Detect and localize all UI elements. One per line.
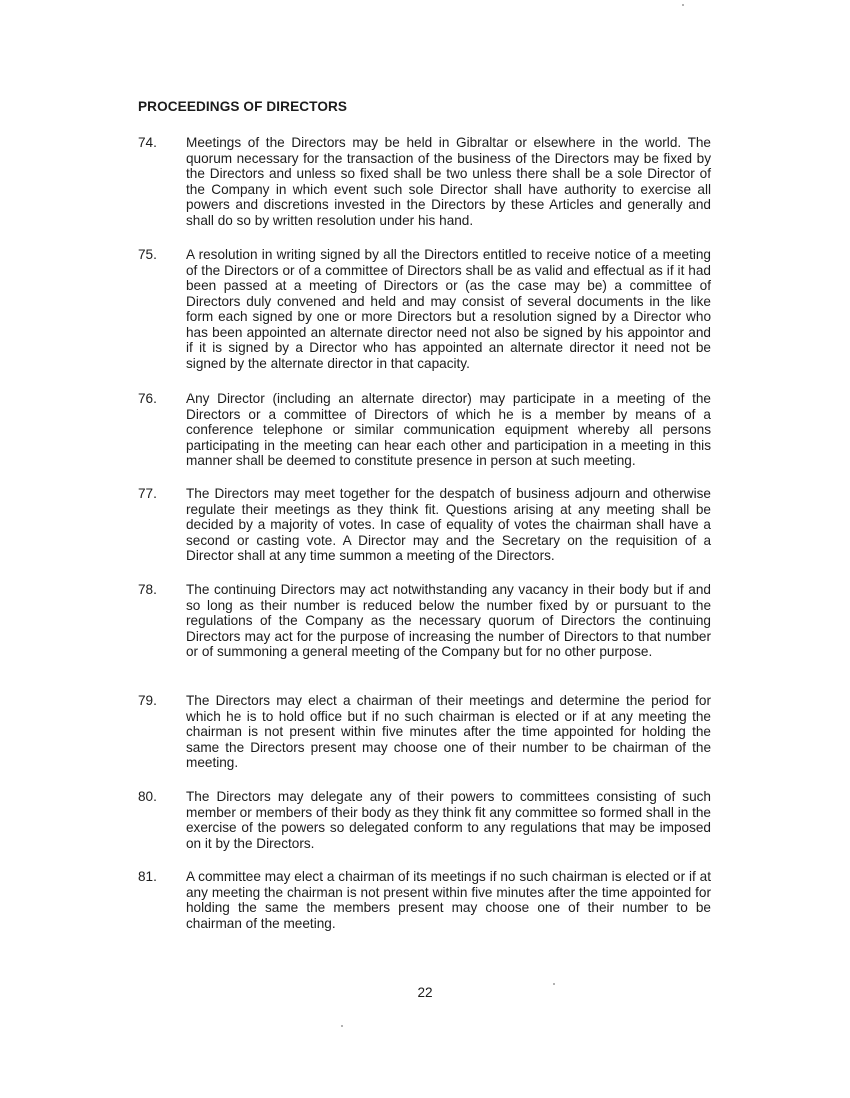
section-heading: PROCEEDINGS OF DIRECTORS bbox=[138, 99, 348, 114]
scan-speck bbox=[682, 4, 684, 6]
scan-speck bbox=[341, 1025, 343, 1027]
clause-text: The Directors may elect a chairman of their meetings and determine the period for which he is to hold office but if no such chairman is elected or if at any meeting the chairman is not present within five minutes after the time appointed for holding the same the Directors present may choose one of their number to be chairman of the meeting. bbox=[186, 693, 711, 770]
clause-77 bbox=[138, 486, 711, 564]
clause-text: The Directors may delegate any of their powers to committees consisting of such member or members of their body as they think fit any committee so formed shall in the exercise of the powers so delegated conform to any regulations that may be imposed on it by the Directors. bbox=[186, 789, 711, 851]
clause-text: The Directors may meet together for the despatch of business adjourn and otherwise regulate their meetings as they think fit. Questions arising at any meeting shall be decided by a majority of votes. In case of equality of votes the chairman shall have a second or casting vote. A Director may and the Secretary on the requisition of a Director shall at any time summon a meeting of the Directors. bbox=[186, 486, 711, 563]
clause-number: 75. bbox=[138, 247, 157, 262]
clause-number: 80. bbox=[138, 789, 157, 804]
clause-78 bbox=[138, 582, 711, 660]
page-number: 22 bbox=[417, 985, 433, 1000]
clause-number: 76. bbox=[138, 391, 157, 406]
clause-text: The continuing Directors may act notwithstanding any vacancy in their body but if and so long as their number is reduced below the number fixed by or pursuant to the regulations of the Company as the necessary quorum of Directors the continuing Directors may act for the purpose of increasing the number of Directors to that number or of summoning a general meeting of the Company but for no other purpose. bbox=[186, 582, 711, 659]
clause-number: 77. bbox=[138, 486, 157, 501]
clause-number: 78. bbox=[138, 582, 157, 597]
scan-speck bbox=[553, 983, 555, 985]
clause-number: 81. bbox=[138, 869, 157, 884]
clause-text: A resolution in writing signed by all the Directors entitled to receive notice of a meeting of the Directors or of a committee of Directors shall be as valid and effectual as if it had been passed at a meeting of Directors or (as the case may be) a committee of Directors duly convened and held and may consist of several documents in the like form each signed by one or more Directors but a resolution signed by a Director who has been appointed an alternate director need not also be signed by his appointor and if it is signed by a Director who has appointed an alternate director it need not be signed by the alternate director in that capacity. bbox=[186, 247, 711, 371]
clause-text: A committee may elect a chairman of its meetings if no such chairman is elected or if at any meeting the chairman is not present within five minutes after the time appointed for holding the same the members present may choose one of their number to be chairman of the meeting. bbox=[186, 869, 711, 931]
clause-74 bbox=[138, 135, 711, 228]
clause-75 bbox=[138, 247, 711, 371]
clause-76 bbox=[138, 391, 711, 469]
clause-number: 79. bbox=[138, 693, 157, 708]
clause-text: Meetings of the Directors may be held in Gibraltar or elsewhere in the world. The quorum necessary for the transaction of the business of the Directors may be fixed by the Directors and unless so fixed shall be two unless there shall be a sole Director of the Company in which event such sole Director shall have authority to exercise all powers and discretions invested in the Directors by these Articles and generally and shall do so by written resolution under his hand. bbox=[186, 135, 711, 228]
clause-81 bbox=[138, 869, 711, 931]
clause-number: 74. bbox=[138, 135, 157, 150]
clause-text: Any Director (including an alternate director) may participate in a meeting of the Directors or a committee of Directors of which he is a member by means of a conference telephone or similar communication equipment whereby all persons participating in the meeting can hear each other and participation in a meeting in this manner shall be deemed to constitute presence in person at such meeting. bbox=[186, 391, 711, 468]
clause-80 bbox=[138, 789, 711, 851]
clause-79 bbox=[138, 693, 711, 771]
